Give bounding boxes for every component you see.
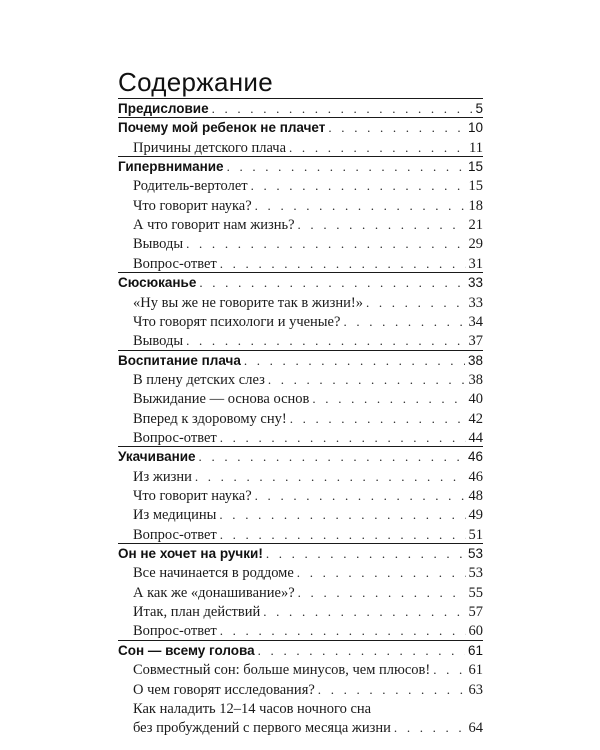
toc-section-entry[interactable] xyxy=(133,312,483,332)
page-number: 61 xyxy=(468,662,483,679)
entry-title: В плену детских слез xyxy=(133,371,265,388)
entry-title: Что говорит наука? xyxy=(133,488,252,504)
dot-leader xyxy=(220,254,466,274)
toc-section-entry[interactable] xyxy=(133,254,483,274)
dot-leader xyxy=(289,138,466,158)
dot-leader xyxy=(433,660,465,680)
page-number: 44 xyxy=(468,429,483,446)
dot-leader xyxy=(195,467,466,487)
page-number: 33 xyxy=(467,275,483,291)
page-number: 40 xyxy=(468,391,483,408)
entry-title: Предисловие xyxy=(118,101,209,116)
page-number: 51 xyxy=(468,526,483,543)
toc-section-entry[interactable] xyxy=(133,409,483,429)
page-number: 53 xyxy=(468,565,483,582)
page-number: 60 xyxy=(468,623,483,640)
entry-title: Совместный сон: больше минусов, чем плюсов! xyxy=(133,662,431,679)
toc-section-entry[interactable] xyxy=(133,196,483,216)
page-number: 33 xyxy=(468,294,483,311)
page-number: 46 xyxy=(468,468,483,485)
page-number: 46 xyxy=(467,449,483,465)
toc-chapter-entry[interactable] xyxy=(118,544,483,564)
entry-title: Итак, план действий xyxy=(133,604,261,621)
page-number: 38 xyxy=(467,352,483,368)
dot-leader xyxy=(220,428,466,448)
page-number: 53 xyxy=(467,546,483,562)
dot-leader xyxy=(186,234,465,254)
page-number: 48 xyxy=(468,488,483,504)
dot-leader xyxy=(255,486,466,506)
page-number: 37 xyxy=(468,333,483,350)
toc-section-entry[interactable] xyxy=(133,467,483,487)
entry-title: Сюсюканье xyxy=(118,275,197,291)
page-title: Содержание xyxy=(118,67,273,97)
dot-leader xyxy=(220,621,466,641)
toc-section-entry[interactable] xyxy=(133,486,483,506)
page-number: 5 xyxy=(475,101,483,116)
dot-leader xyxy=(328,118,465,138)
dot-leader xyxy=(312,389,465,409)
entry-title: «Ну вы же не говорите так в жизни!» xyxy=(133,294,363,311)
entry-title: Выводы xyxy=(133,333,184,350)
toc-chapter-entry[interactable] xyxy=(118,447,483,467)
toc-section-entry[interactable] xyxy=(133,389,483,409)
toc-chapter-entry[interactable] xyxy=(118,99,483,119)
page-number: 38 xyxy=(468,371,483,388)
page-number: 49 xyxy=(468,507,483,524)
toc-chapter-entry[interactable] xyxy=(118,118,483,138)
dot-leader xyxy=(266,544,465,564)
toc-section-entry[interactable] xyxy=(133,505,483,525)
page-number: 55 xyxy=(468,584,483,601)
page-number: 34 xyxy=(468,313,483,330)
toc-section-entry-line1[interactable]: Как наладить 12–14 часов ночного сна xyxy=(133,700,372,717)
entry-title: Что говорит наука? xyxy=(133,197,252,214)
dot-leader xyxy=(297,563,466,583)
dot-leader xyxy=(220,525,466,545)
dot-leader xyxy=(394,718,466,738)
entry-title: Он не хочет на ручки! xyxy=(118,546,263,562)
toc-section-entry[interactable] xyxy=(133,525,483,545)
toc-section-entry[interactable] xyxy=(133,602,483,622)
toc-section-entry[interactable] xyxy=(133,331,483,351)
toc-section-entry[interactable] xyxy=(133,234,483,254)
dot-leader xyxy=(199,447,465,467)
toc-section-entry[interactable] xyxy=(133,293,483,313)
page-number: 31 xyxy=(468,255,483,272)
entry-title: А что говорит нам жизнь? xyxy=(133,217,295,234)
dot-leader xyxy=(219,505,465,525)
page-number: 10 xyxy=(467,120,483,136)
toc-section-entry[interactable] xyxy=(133,215,483,235)
toc-section-entry[interactable] xyxy=(133,680,483,700)
dot-leader xyxy=(263,602,465,622)
page-number: 42 xyxy=(468,410,483,427)
dot-leader xyxy=(290,409,466,429)
toc-section-entry[interactable] xyxy=(133,563,483,583)
toc-chapter-entry[interactable] xyxy=(118,273,483,293)
dot-leader xyxy=(186,331,465,351)
page-number: 11 xyxy=(469,139,483,156)
dot-leader xyxy=(199,273,465,293)
dot-leader xyxy=(268,370,466,390)
entry-title: Укачивание xyxy=(118,449,196,465)
entry-title: Что говорят психологи и ученые? xyxy=(133,313,341,330)
dot-leader xyxy=(343,312,465,332)
entry-title: Почему мой ребенок не плачет xyxy=(118,120,326,136)
entry-title: Родитель-вертолет xyxy=(133,178,248,195)
dot-leader xyxy=(318,680,466,700)
toc-section-entry[interactable] xyxy=(133,718,483,738)
entry-title: Воспитание плача xyxy=(118,352,241,368)
entry-title: Вопрос-ответ xyxy=(133,429,217,446)
entry-title: Вопрос-ответ xyxy=(133,526,217,543)
dot-leader xyxy=(244,351,465,371)
page-number: 21 xyxy=(468,217,483,234)
page-number: 64 xyxy=(468,720,483,737)
page-number: 57 xyxy=(468,604,483,621)
page-number: 15 xyxy=(467,159,483,175)
entry-title: Выводы xyxy=(133,236,184,253)
dot-leader xyxy=(298,215,466,235)
dot-leader xyxy=(227,157,465,177)
entry-title: Из медицины xyxy=(133,507,217,524)
entry-title: без пробуждений с первого месяца жизни xyxy=(133,720,391,737)
toc-section-entry[interactable] xyxy=(133,138,483,158)
toc-chapter-entry[interactable] xyxy=(118,351,483,371)
dot-leader xyxy=(251,176,466,196)
dot-leader xyxy=(212,99,473,119)
entry-title: Причины детского плача xyxy=(133,139,287,156)
entry-title: Сон — всему голова xyxy=(118,642,255,658)
dot-leader xyxy=(255,196,466,216)
toc-section-entry[interactable] xyxy=(133,583,483,603)
page-number: 18 xyxy=(468,197,483,214)
page-number: 15 xyxy=(468,178,483,195)
toc-section-entry[interactable] xyxy=(133,621,483,641)
page-number: 29 xyxy=(468,236,483,253)
entry-title: Все начинается в роддоме xyxy=(133,565,294,582)
toc-chapter-entry[interactable] xyxy=(118,157,483,177)
entry-title: О чем говорят исследования? xyxy=(133,681,315,698)
toc-section-entry[interactable] xyxy=(133,428,483,448)
toc-chapter-entry[interactable] xyxy=(118,641,483,661)
page-number: 63 xyxy=(468,681,483,698)
toc-section-entry[interactable] xyxy=(133,176,483,196)
entry-title: Вопрос-ответ xyxy=(133,623,217,640)
toc-section-entry[interactable] xyxy=(133,370,483,390)
dot-leader xyxy=(298,583,466,603)
entry-title: Выжидание — основа основ xyxy=(133,391,310,408)
dot-leader xyxy=(366,293,466,313)
toc-section-entry[interactable] xyxy=(133,660,483,680)
entry-title: Вперед к здоровому сну! xyxy=(133,410,287,427)
dot-leader xyxy=(258,641,465,661)
page-number: 61 xyxy=(467,642,483,658)
entry-title: Из жизни xyxy=(133,468,192,485)
entry-title: Вопрос-ответ xyxy=(133,255,217,272)
entry-title: Гипервнимание xyxy=(118,159,224,175)
entry-title: А как же «донашивание»? xyxy=(133,584,295,601)
